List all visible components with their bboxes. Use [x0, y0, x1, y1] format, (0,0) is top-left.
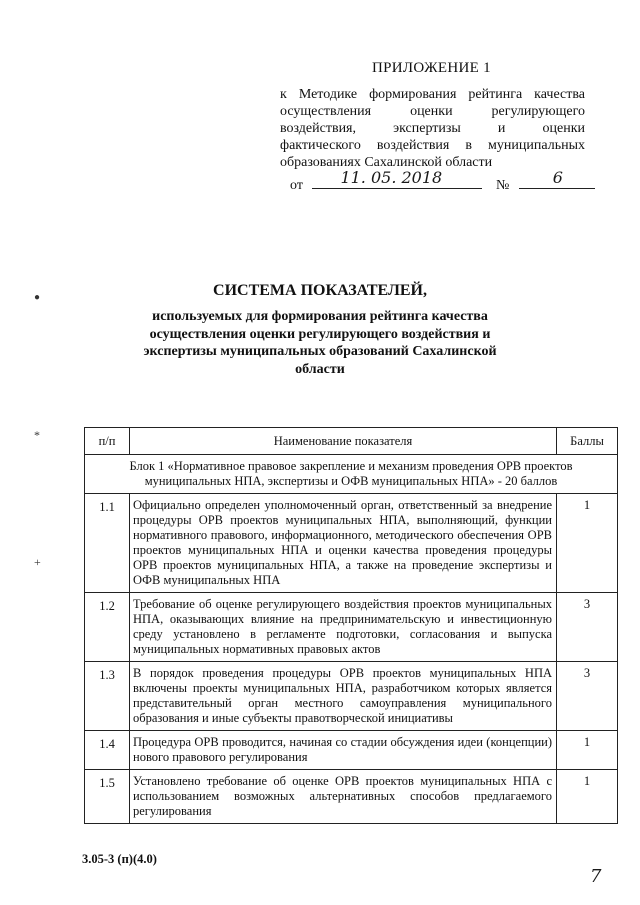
header-name: Наименование показателя [130, 428, 557, 455]
row-points: 3 [557, 662, 618, 731]
row-text: Требование об оценке регулирующего воздействия проектов муниципальных НПА, оказывающих влияние на предпринимательскую и инвестиционную среду установлено в регламенте подготовки, согласования и выпуска муниципальных нормативных правовых актов [130, 593, 557, 662]
table-row [85, 494, 618, 593]
table-row [85, 731, 618, 770]
appendix-title: ПРИЛОЖЕНИЕ 1 [372, 60, 491, 76]
table-row [85, 770, 618, 824]
scan-mark: ● [34, 292, 41, 303]
indicators-table [84, 427, 618, 824]
table-block-row [85, 455, 618, 494]
date-number-row [290, 168, 595, 194]
block-title: Блок 1 «Нормативное правовое закрепление и механизм проведения ОРВ проектов муниципальных НПА, экспертизы и ОФВ муниципальных НПА» - 20 баллов [85, 455, 618, 494]
date-prefix: от [290, 178, 303, 193]
number-field [519, 168, 595, 189]
row-text: В порядок проведения процедуры ОРВ проектов муниципальных НПА включены проекты муниципальных НПА, разработчиком которых является представительный орган местного самоуправления муниципального образования и иные субъекты правотворческой инициативы [130, 662, 557, 731]
page-mark: 7 [590, 866, 602, 887]
scan-mark: + [34, 555, 41, 569]
row-text: Официально определен уполномоченный орган, ответственный за внедрение процедуры ОРВ проектов муниципальных НПА, выполняющий, функции нормативного правового, информационного, методического обеспечения ОРВ проектов муниципальных НПА и оценки качества проведения процедуры ОРВ проектов муниципальных НПА, а также на проведение экспертизы и ОФВ муниципальных НПА [130, 494, 557, 593]
row-points: 3 [557, 593, 618, 662]
document-code: 3.05-3 (п)(4.0) [82, 852, 157, 866]
header-points: Баллы [557, 428, 618, 455]
table-row [85, 593, 618, 662]
appendix-description [280, 86, 585, 171]
handwritten-number: 6 [552, 168, 563, 187]
row-num: 1.4 [85, 731, 130, 770]
row-num: 1.2 [85, 593, 130, 662]
row-text: Установлено требование об оценке ОРВ проектов муниципальных НПА с использованием возможных альтернативных способов предлагаемого регулирования [130, 770, 557, 824]
subtitle-line: области [295, 361, 345, 377]
appendix-line: воздействия, экспертизы и оценки [280, 121, 585, 136]
document-title: СИСТЕМА ПОКАЗАТЕЛЕЙ, [213, 282, 427, 299]
row-points: 1 [557, 731, 618, 770]
row-points: 1 [557, 494, 618, 593]
header-num: п/п [85, 428, 130, 455]
scan-mark: * [34, 428, 40, 442]
subtitle-line: экспертизы муниципальных образований Сахалинской [143, 344, 497, 359]
row-num: 1.1 [85, 494, 130, 593]
handwritten-date: 11. 05. 2018 [340, 168, 443, 187]
number-prefix: № [495, 178, 510, 193]
row-points: 1 [557, 770, 618, 824]
appendix-line: образованиях Сахалинской области [280, 155, 493, 170]
appendix-line: осуществления оценки регулирующего [280, 104, 585, 119]
row-text: Процедура ОРВ проводится, начиная со стадии обсуждения идеи (концепции) нового правового регулирования [130, 731, 557, 770]
subtitle-line: осуществления оценки регулирующего воздействия и [149, 326, 491, 342]
document-subtitle [0, 308, 640, 378]
table-row [85, 662, 618, 731]
table-header-row [85, 428, 618, 455]
appendix-line: фактического воздействия в муниципальных [280, 138, 585, 153]
row-num: 1.5 [85, 770, 130, 824]
appendix-line: к Методике формирования рейтинга качества [280, 87, 585, 102]
row-num: 1.3 [85, 662, 130, 731]
subtitle-line: используемых для формирования рейтинга качества [152, 309, 488, 324]
date-field [312, 168, 482, 189]
